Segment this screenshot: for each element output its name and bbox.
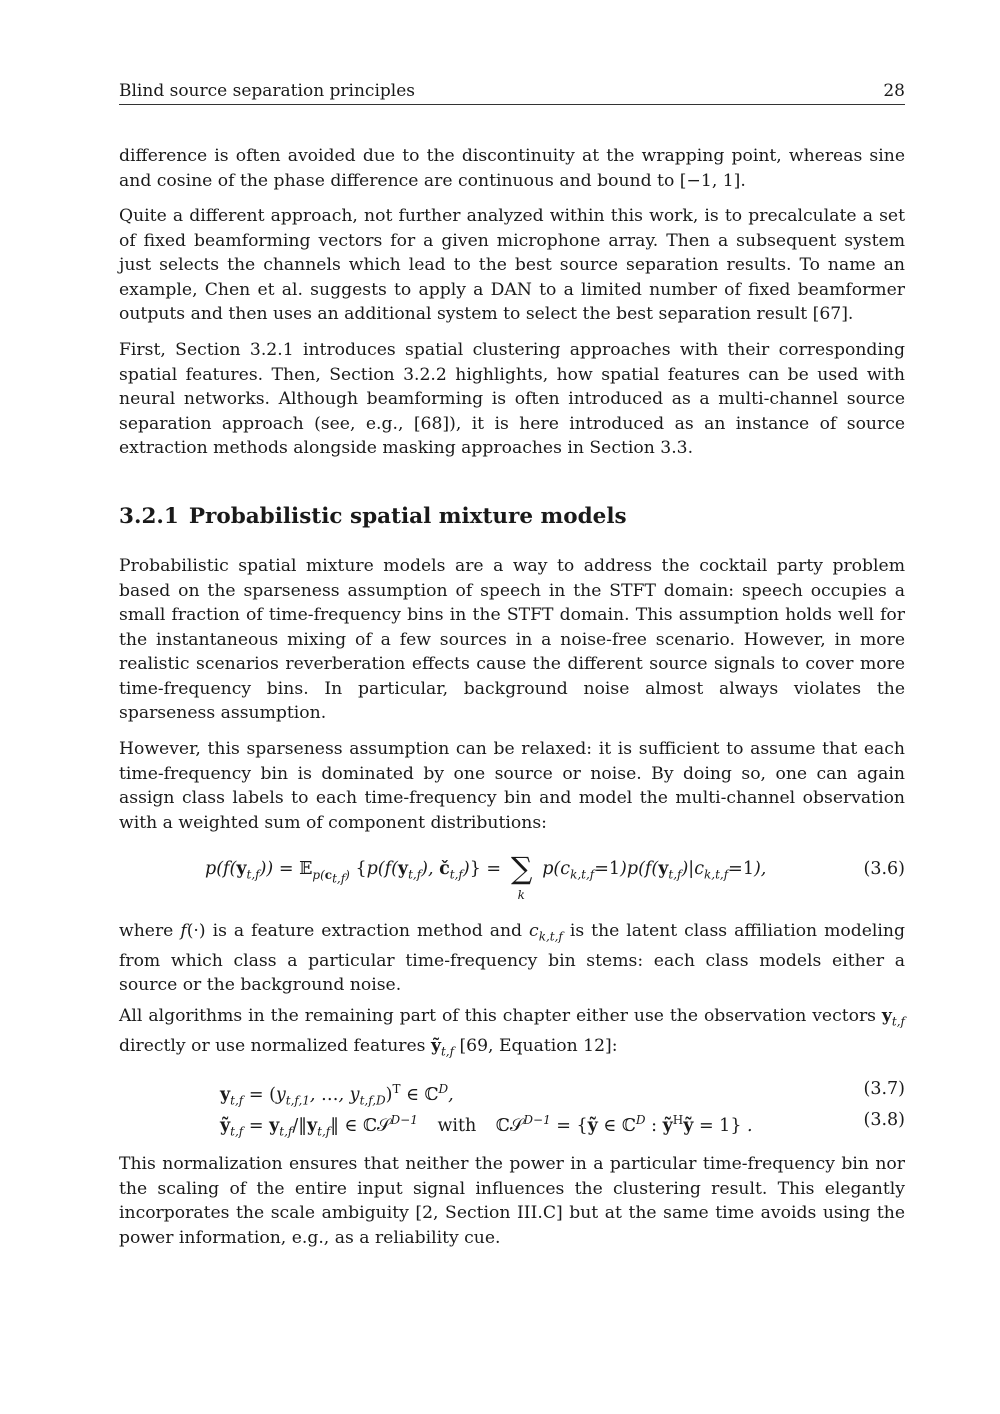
paragraph-fixed-beamforming: Quite a different approach, not further analyzed within this work, is to precalculate a set of fixed beamforming vectors for a given microphone array. Then a subsequent system just selects the channels which lead to the best source separation results. To name an example, Chen et al. suggests to apply a DAN to a limited number of fixed beamformer outputs and then uses an additional system to select the best separation result [67]. bbox=[119, 206, 905, 324]
equation-3-6-body: $p(f(y_{t,f}))$ = 𝔼$_{p(c_{t,f})}$ {$p(f(y_{t,f})$, $č_{t,f}$)} = ∑ k $p(c_{k,t,f}=1)p(f(y_{t,f})|c_{k,t,f}=1)$, bbox=[205, 851, 767, 902]
paragraph-section-overview: First, Section 3.2.1 introduces spatial clustering approaches with their corresponding spatial features. Then, Section 3.2.2 highlights, how spatial features can be used with neural networks. Although beamforming is often introduced as a multi-channel source separation approach (see, e.g., [68]), it is here introduced as an instance of source extraction methods alongside masking approaches in Section 3.3. bbox=[119, 340, 905, 458]
paragraph-phase-difference: difference is often avoided due to the discontinuity at the wrapping point, whereas sine and cosine of the phase difference are continuous and bound to [−1, 1]. bbox=[119, 146, 905, 191]
summation-sign: ∑ k bbox=[510, 851, 533, 902]
running-title: Blind source separation principles bbox=[119, 81, 415, 101]
equation-3-8-with: with bbox=[437, 1115, 477, 1136]
equation-number-3-7: (3.7) bbox=[863, 1079, 905, 1099]
equation-3-6 bbox=[119, 851, 905, 902]
equation-3-8 bbox=[119, 1106, 905, 1142]
page-number: 28 bbox=[883, 81, 905, 101]
paragraph-observation-vectors: All algorithms in the remaining part of this chapter either use the observation vectors $y_{t,f}$ directly or use normalized features ỹ$_{t,f}$ [69, Equation 12]: bbox=[119, 1006, 905, 1059]
equation-number-3-6: (3.6) bbox=[863, 859, 905, 879]
running-header bbox=[119, 80, 905, 105]
section-heading bbox=[119, 502, 905, 532]
paragraph-relaxed-assumption: However, this sparseness assumption can be relaxed: it is sufficient to assume that each time-frequency bin is dominated by one source or noise. By doing so, one can again assign class labels to each time-frequency bin and model the multi-channel observation with a weighted sum of component distributions: bbox=[119, 739, 905, 833]
equation-3-8-body: ỹ$_{t,f}$ = $y_{t,f}/‖y_{t,f}‖$ ∈ ℂ𝒮$^{D-1}$ with ℂ𝒮$^{D-1}$ = {ỹ ∈ ℂ$^D$ : ỹ$^H$ỹ = 1} . bbox=[220, 1113, 753, 1139]
section-number: 3.2.1 bbox=[119, 504, 179, 529]
paragraph-feature-extraction: where f(·) is a feature extraction method and $c_{k,t,f}$ is the latent class affiliation modeling from which class a particular time-frequency bin stems: each class models either a source or the background noise. bbox=[119, 921, 905, 996]
paragraph-sparseness-assumption: Probabilistic spatial mixture models are a way to address the cocktail party problem based on the sparseness assumption of speech in the STFT domain: speech occupies a small fraction of time-frequency bins in the STFT domain. This assumption holds well for the instantaneous mixing of a few sources in a noise-free scenario. However, in more realistic scenarios reverberation effects cause the different source signals to cover more time-frequency bins. In particular, background noise almost always violates the sparseness assumption. bbox=[119, 556, 905, 723]
section-title-text: Probabilistic spatial mixture models bbox=[188, 504, 627, 529]
equation-3-7-body: $y_{t,f} = (y_{t,f,1}$, …, $y_{t,f,D})^T$ ∈ ℂ$^D$, bbox=[220, 1082, 454, 1108]
equation-number-3-8: (3.8) bbox=[863, 1110, 905, 1130]
paragraph-normalization: This normalization ensures that neither the power in a particular time-frequency bin nor the scaling of the entire input signal influences the clustering result. This elegantly incorporates the scale ambiguity [2, Section III.C] but at the same time avoids using the power information, e.g., as a reliability cue. bbox=[119, 1154, 905, 1248]
